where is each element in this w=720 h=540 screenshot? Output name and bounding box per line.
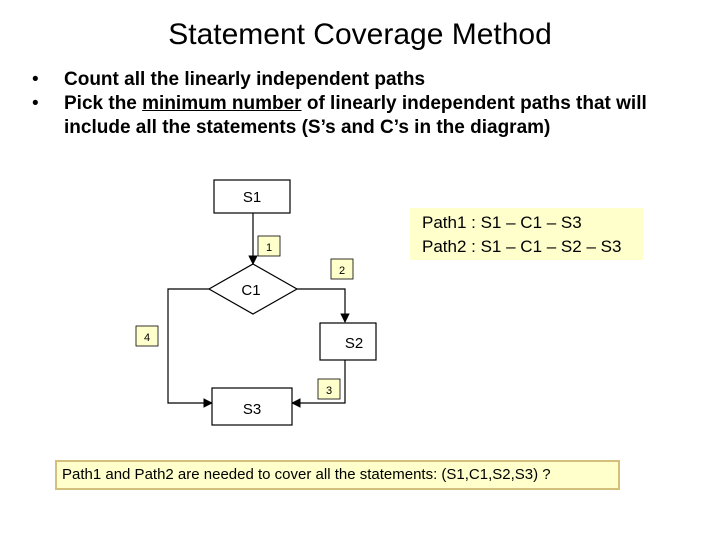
node-s3-label: S3 [242, 401, 262, 418]
node-s2 [320, 323, 376, 360]
edge-c1-s3 [168, 289, 212, 403]
bullet-text-after: of linearly independent paths that will include all the statements (S’s and C’s in the diagram) [64, 93, 647, 138]
path-list-box [410, 208, 643, 260]
node-s2-label: S2 [344, 335, 364, 352]
edge-badge-3-label: 3 [325, 385, 333, 397]
slide-title: Statement Coverage Method [168, 18, 552, 51]
bullet-text-before: Pick the [64, 93, 143, 114]
conclusion-box: Path1 and Path2 are needed to cover all the statements: (S1,C1,S2,S3) ? [55, 460, 620, 490]
path2-text: Path2 : S1 – C1 – S2 – S3 [422, 237, 622, 256]
node-s1 [214, 180, 290, 213]
edge-badge-2-label: 2 [338, 265, 346, 277]
edge-badge-4-label: 4 [143, 332, 151, 344]
edge-badge-1-label: 1 [265, 242, 273, 254]
node-c1-label: C1 [241, 282, 261, 299]
path1-text: Path1 : S1 – C1 – S3 [422, 213, 582, 232]
edge-badge-2 [331, 259, 353, 279]
edge-c1-s2 [297, 289, 345, 322]
edge-badge-1 [258, 236, 280, 256]
edge-badge-4 [136, 326, 158, 346]
bullet-text: Count all the linearly independent paths [64, 69, 426, 90]
node-s1-label: S1 [242, 189, 262, 206]
bullet-text-underlined: minimum number [142, 93, 302, 114]
node-c1 [209, 264, 297, 314]
node-s3 [212, 388, 292, 425]
edge-badge-3 [318, 379, 340, 399]
